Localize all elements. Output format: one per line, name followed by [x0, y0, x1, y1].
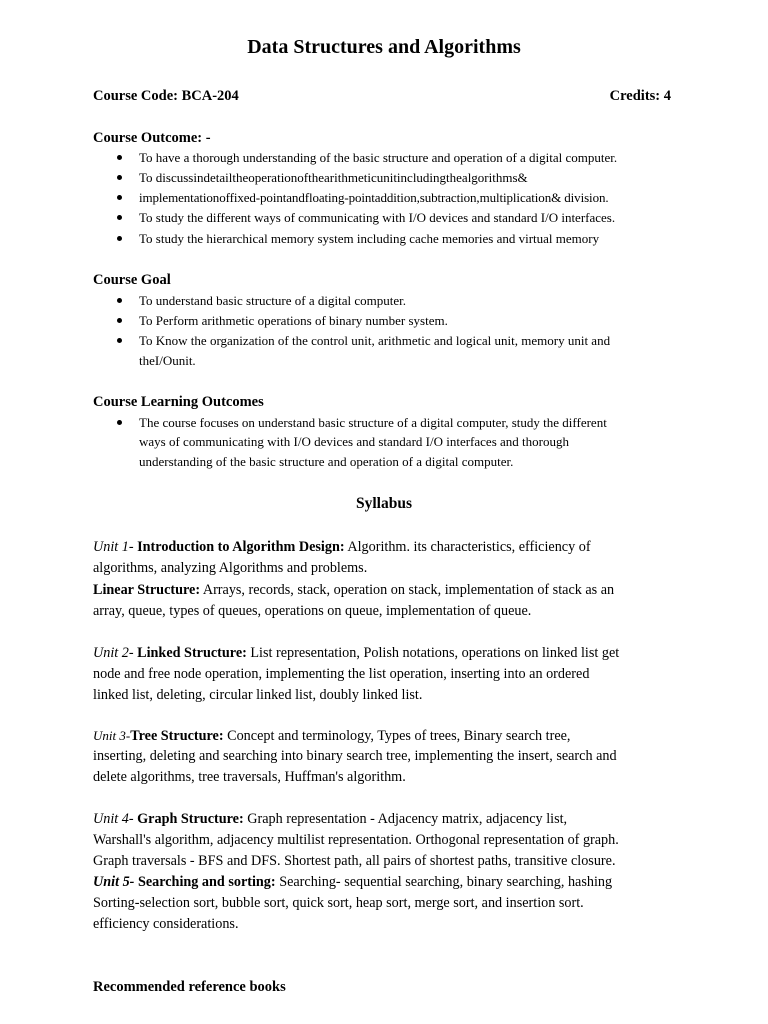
unit-5-line: efficiency considerations. — [93, 916, 239, 932]
credits: Credits: 4 — [609, 88, 671, 104]
list-item: To understand basic structure of a digital computer. — [139, 291, 699, 311]
list-item: implementationoffixed-pointandfloating-pointaddition,subtraction,multiplication& division. — [139, 188, 699, 208]
list-item: The course focuses on understand basic structure of a digital computer, study the different — [139, 413, 699, 433]
unit-4-line: Unit 4- Graph Structure: Graph representation - Adjacency matrix, adjacency list, — [93, 811, 568, 827]
unit-2-line: linked list, deleting, circular linked list, doubly linked list. — [93, 687, 423, 703]
linear-structure-line: array, queue, types of queues, operations on queue, implementation of queue. — [93, 603, 532, 619]
document-title: Data Structures and Algorithms — [247, 36, 521, 58]
list-item: To Know the organization of the control unit, arithmetic and logical unit, memory unit and — [139, 331, 699, 351]
list-item: To discussindetailtheoperationofthearithmeticunitincludingthealgorithms& — [139, 168, 699, 188]
list-item-continuation: ways of communicating with I/O devices and standard I/O interfaces and thorough — [139, 434, 569, 449]
bullet-icon — [117, 215, 122, 220]
bullet-icon — [117, 195, 122, 200]
unit-4-line: Graph traversals - BFS and DFS. Shortest path, all pairs of shortest paths, transitive closure. — [93, 853, 616, 869]
unit-3-line: inserting, deleting and searching into binary search tree, implementing the insert, search and — [93, 748, 617, 764]
bullet-icon — [117, 236, 122, 241]
bullet-icon — [117, 175, 122, 180]
unit-5-line: Unit 5- Searching and sorting: Searching- sequential searching, binary searching, hashing — [93, 874, 613, 890]
references-heading: Recommended reference books — [93, 979, 286, 995]
bullet-icon — [117, 155, 122, 160]
unit-5-line: Sorting-selection sort, bubble sort, quick sort, heap sort, merge sort, and insertion sort. — [93, 895, 584, 911]
unit-1-line: algorithms, analyzing Algorithms and problems. — [93, 560, 368, 576]
course-learning-outcomes-heading: Course Learning Outcomes — [93, 394, 264, 410]
unit-3-line: Unit 3-Tree Structure: Concept and terminology, Types of trees, Binary search tree, — [93, 728, 571, 744]
list-item: To study the different ways of communicating with I/O devices and standard I/O interfaces. — [139, 208, 699, 228]
unit-2-line: node and free node operation, implementing the list operation, inserting into an ordered — [93, 666, 590, 682]
syllabus-heading: Syllabus — [355, 495, 412, 512]
list-item-continuation: understanding of the basic structure and operation of a digital computer. — [139, 454, 514, 469]
unit-2-line: Unit 2- Linked Structure: List representation, Polish notations, operations on linked list get — [93, 645, 620, 661]
linear-structure-line: Linear Structure: Arrays, records, stack, operation on stack, implementation of stack as an — [93, 582, 615, 598]
unit-4-line: Warshall's algorithm, adjacency multilist representation. Orthogonal representation of graph. — [93, 832, 619, 848]
list-item: To study the hierarchical memory system including cache memories and virtual memory — [139, 229, 699, 249]
bullet-icon — [117, 338, 122, 343]
list-item-continuation: theI/Ounit. — [139, 353, 196, 368]
unit-1-line: Unit 1- Introduction to Algorithm Design: Algorithm. its characteristics, efficiency of — [93, 539, 591, 555]
course-outcome-heading: Course Outcome: - — [93, 130, 211, 146]
bullet-icon — [117, 298, 122, 303]
list-item: To Perform arithmetic operations of binary number system. — [139, 311, 699, 331]
course-code: Course Code: BCA-204 — [93, 88, 239, 104]
unit-3-line: delete algorithms, tree traversals, Huffman's algorithm. — [93, 769, 406, 785]
list-item: To have a thorough understanding of the basic structure and operation of a digital computer. — [139, 148, 699, 168]
bullet-icon — [117, 318, 122, 323]
course-goal-heading: Course Goal — [93, 272, 171, 288]
bullet-icon — [117, 420, 122, 425]
